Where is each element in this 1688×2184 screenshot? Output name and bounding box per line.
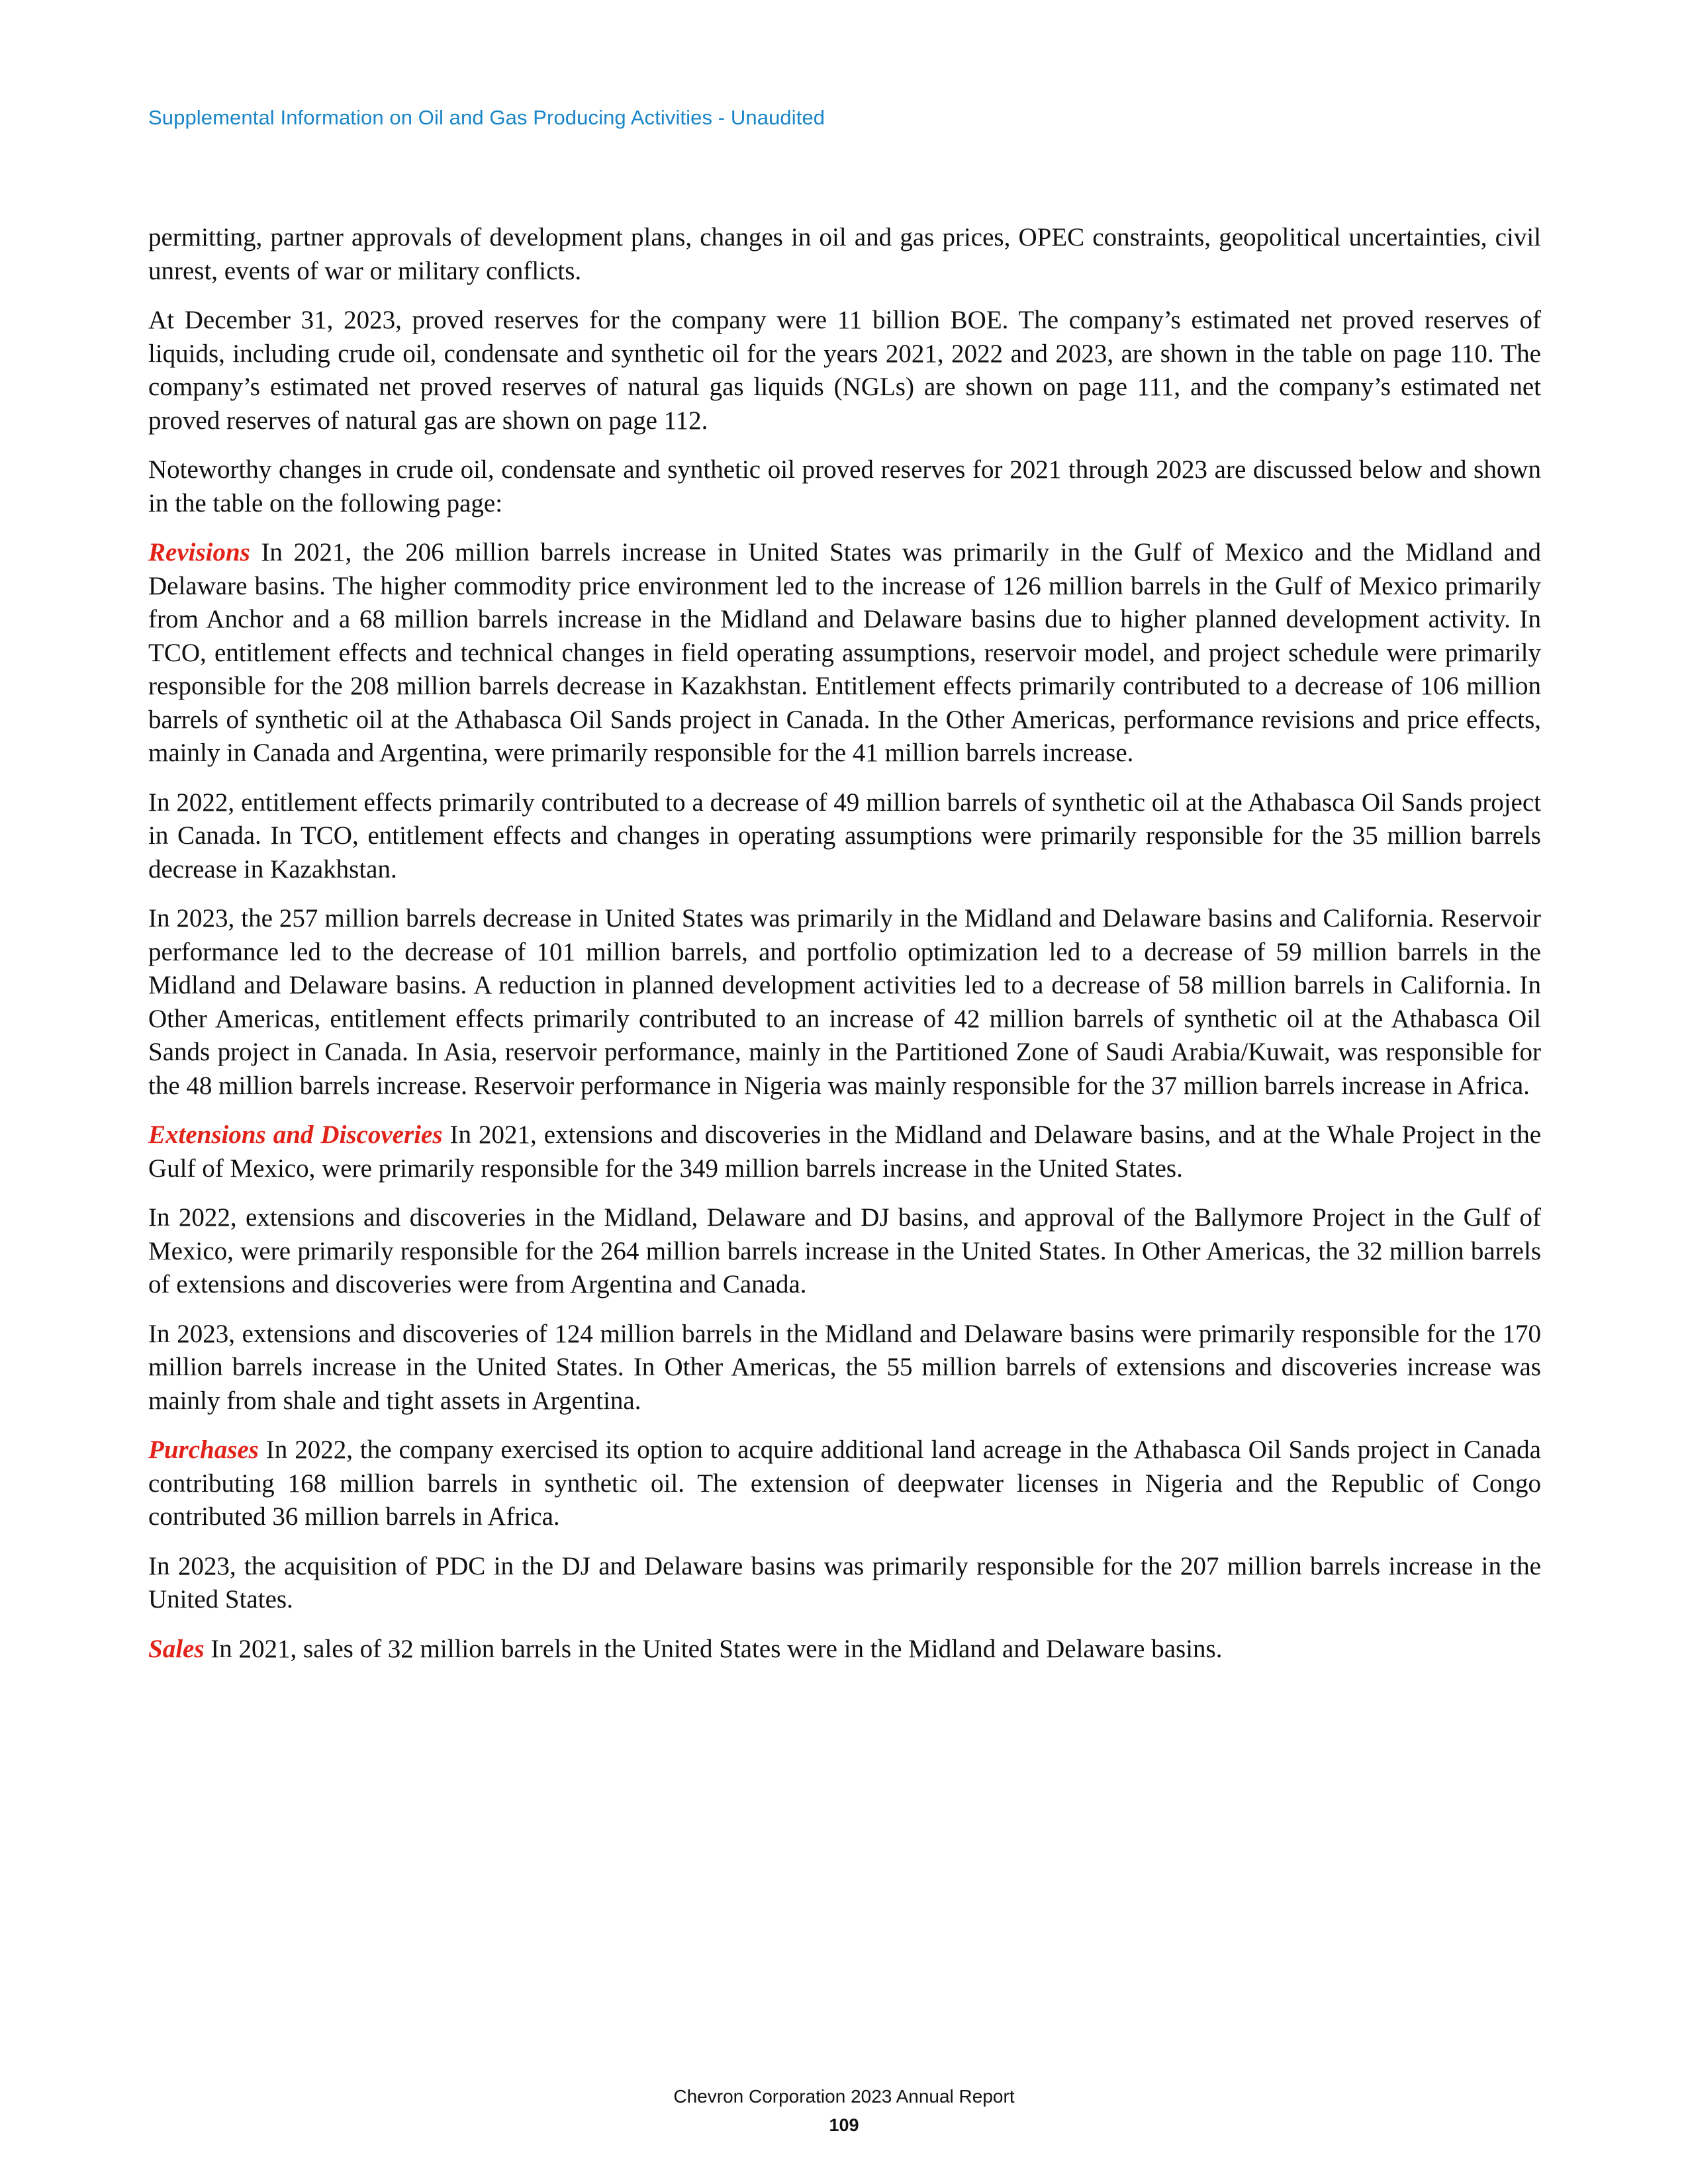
paragraph-text: In 2023, the 257 million barrels decrease in United States was primarily in the Midland and Delaware basins and California. Reservoir performance led to the decrease of 101 million barrels, and portfolio optimization led to a decrease of 59 million barrels in the Midland and Delaware basins. A reduction in planned development activities led to a decrease of 58 million barrels in California. In Other Americas, entitlement effects primarily contributed to an increase of 42 million barrels of synthetic oil at the Athabasca Oil Sands project in Canada. In Asia, reservoir performance, mainly in the Partitioned Zone of Saudi Arabia/Kuwait, was responsible for the 48 million barrels increase. Reservoir performance in Nigeria was mainly responsible for the 37 million barrels increase in Africa. — [148, 904, 1541, 1100]
paragraph-text: In 2023, the acquisition of PDC in the DJ and Delaware basins was primarily responsible for the 207 million barrels increase in the United States. — [148, 1551, 1541, 1614]
paragraph-purchases — [148, 1433, 1541, 1534]
paragraph-text: In 2022, entitlement effects primarily contributed to a decrease of 49 million barrels of synthetic oil at the Athabasca Oil Sands project in Canada. In TCO, entitlement effects and changes in operating assumptions were primarily responsible for the 35 million barrels decrease in Kazakhstan. — [148, 788, 1541, 884]
paragraph-revisions — [148, 536, 1541, 770]
subheading-sales: Sales — [148, 1634, 205, 1663]
paragraph-extensions — [148, 1118, 1541, 1185]
paragraph-text: At December 31, 2023, proved reserves for the company were 11 billion BOE. The company’s estimated net proved reserves of liquids, including crude oil, condensate and synthetic oil for the years 2021, 2022 and 2023, are shown in the table on page 110. The company’s estimated net proved reserves of natural gas liquids (NGLs) are shown on page 111, and the company’s estimated net proved reserves of natural gas are shown on page 112. — [148, 306, 1541, 435]
paragraph-sales — [148, 1633, 1541, 1666]
footer-report-title: Chevron Corporation 2023 Annual Report — [673, 2086, 1015, 2107]
subheading-revisions: Revisions — [148, 538, 250, 567]
paragraph — [148, 1550, 1541, 1617]
paragraph — [148, 453, 1541, 520]
paragraph — [148, 1318, 1541, 1418]
paragraph-text: In 2021, the 206 million barrels increase in United States was primarily in the Gulf of Mexico and the Midland and Delaware basins. The higher commodity price environment led to the increase of 126 million barrels in the Gulf of Mexico primarily from Anchor and a 68 million barrels increase in the Midland and Delaware basins due to higher planned development activity. In TCO, entitlement effects and technical changes in field operating assumptions, reservoir model, and project schedule were primarily responsible for the 208 million barrels decrease in Kazakhstan. Entitlement effects primarily contributed to a decrease of 106 million barrels of synthetic oil at the Athabasca Oil Sands project in Canada. In the Other Americas, performance revisions and price effects, mainly in Canada and Argentina, were primarily responsible for the 41 million barrels increase. — [148, 538, 1541, 767]
paragraph — [148, 221, 1541, 288]
subheading-purchases: Purchases — [148, 1435, 259, 1464]
paragraph — [148, 1201, 1541, 1302]
paragraph-text: permitting, partner approvals of development plans, changes in oil and gas prices, OPEC constraints, geopolitical uncertainties, civil unrest, events of war or military conflicts. — [148, 223, 1541, 285]
paragraph — [148, 786, 1541, 887]
paragraph-text: In 2023, extensions and discoveries of 124 million barrels in the Midland and Delaware basins were primarily responsible for the 170 million barrels increase in the United States. In Other Americas, the 55 million barrels of extensions and discoveries increase was mainly from shale and tight assets in Argentina. — [148, 1319, 1541, 1415]
paragraph-text: In 2022, extensions and discoveries in the Midland, Delaware and DJ basins, and approval of the Ballymore Project in the Gulf of Mexico, were primarily responsible for the 264 million barrels increase in the United States. In Other Americas, the 32 million barrels of extensions and discoveries were from Argentina and Canada. — [148, 1203, 1541, 1298]
paragraph — [148, 304, 1541, 437]
paragraph-text: In 2021, sales of 32 million barrels in the United States were in the Midland and Delaware basins. — [204, 1634, 1223, 1663]
body-text — [148, 221, 1541, 1682]
section-header: Supplemental Information on Oil and Gas Producing Activities - Unaudited — [148, 106, 825, 129]
paragraph-text: In 2022, the company exercised its option to acquire additional land acreage in the Athabasca Oil Sands project in Canada contributing 168 million barrels in synthetic oil. The extension of deepwater licenses in Nigeria and the Republic of Congo contributed 36 million barrels in Africa. — [148, 1435, 1541, 1531]
subheading-extensions-discoveries: Extensions and Discoveries — [148, 1120, 443, 1149]
paragraph-text: Noteworthy changes in crude oil, condensate and synthetic oil proved reserves for 2021 through 2023 are discussed below and shown in the table on the following page: — [148, 455, 1541, 518]
paragraph-text: In 2021, extensions and discoveries in the Midland and Delaware basins, and at the Whale Project in the Gulf of Mexico, were primarily responsible for the 349 million barrels increase in the United States. — [148, 1120, 1541, 1183]
paragraph — [148, 902, 1541, 1103]
page-number: 109 — [829, 2115, 859, 2135]
